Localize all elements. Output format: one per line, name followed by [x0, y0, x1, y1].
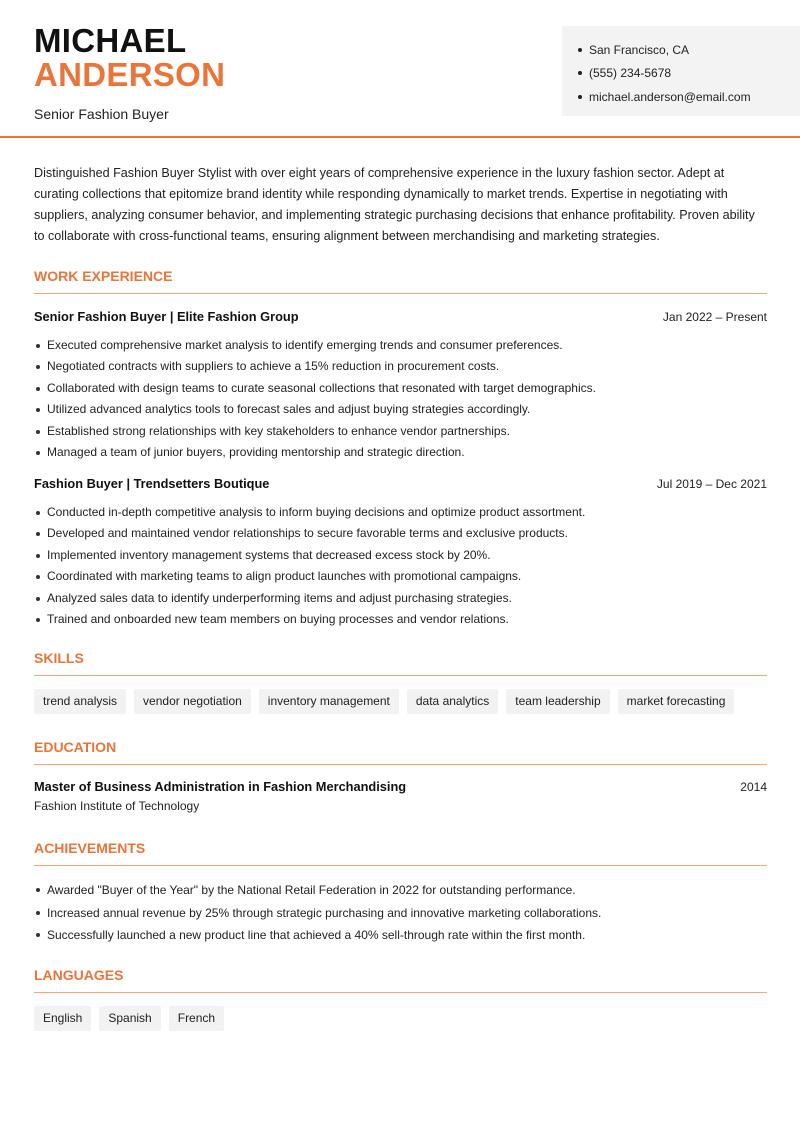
summary: Distinguished Fashion Buyer Stylist with over eight years of comprehensive experience in the luxury fashion sector. Adept at curating collections that epitomize brand identity while responding dynamically to market trends. Expertise in negotiating with suppliers, analyzing consumer behavior, and implementing strategic purchasing decisions that enhance profitability. Proven ability to collaborate with cross-functional teams, ensuring alignment between merchandising and marketing strategies.: [34, 166, 755, 243]
language-tag: French: [169, 1006, 224, 1031]
job-entry: [34, 476, 767, 630]
bullet-icon: [578, 48, 582, 52]
skill-tag: inventory management: [259, 689, 399, 714]
education-degree: Master of Business Administration in Fashion Merchandising: [34, 779, 407, 794]
skill-tag: market forecasting: [618, 689, 735, 714]
education-header: [34, 779, 767, 794]
skill-tag: vendor negotiation: [134, 689, 251, 714]
first-name: MICHAEL: [34, 22, 187, 59]
contact-phone: [578, 62, 800, 86]
email-text: michael.anderson@email.com: [589, 89, 751, 104]
skills-tags: [34, 689, 734, 714]
list-item: Awarded "Buyer of the Year" by the National Retail Federation in 2022 for outstanding performance.: [34, 879, 767, 902]
job-header: [34, 309, 767, 327]
job-role: Senior Fashion Buyer | Elite Fashion Group: [34, 309, 299, 324]
language-tag: Spanish: [99, 1006, 160, 1031]
list-item: Conducted in-depth competitive analysis to inform buying decisions and optimize product assortment.: [34, 502, 767, 523]
job-dates: Jan 2022 – Present: [662, 310, 767, 324]
last-name: ANDERSON: [34, 56, 226, 93]
list-item: Coordinated with marketing teams to align product launches with promotional campaigns.: [34, 566, 767, 587]
language-tags: [34, 1006, 224, 1031]
section-title-skills: SKILLS: [34, 650, 767, 676]
list-item: Increased annual revenue by 25% through strategic purchasing and innovative marketing collaborations.: [34, 902, 767, 925]
education-entry: [34, 779, 767, 813]
contact-box: [562, 26, 800, 116]
list-item: Managed a team of junior buyers, providing mentorship and strategic direction.: [34, 442, 767, 463]
section-title-experience: WORK EXPERIENCE: [34, 268, 767, 294]
list-item: Utilized advanced analytics tools to forecast sales and adjust buying strategies accordingly.: [34, 399, 767, 420]
list-item: Implemented inventory management systems that decreased excess stock by 20%.: [34, 545, 767, 566]
list-item: Trained and onboarded new team members on buying processes and vendor relations.: [34, 609, 767, 630]
job-title: Senior Fashion Buyer: [34, 106, 169, 122]
education-school: Fashion Institute of Technology: [34, 799, 200, 813]
job-header: [34, 476, 767, 494]
list-item: Analyzed sales data to identify underperforming items and adjust purchasing strategies.: [34, 588, 767, 609]
list-item: Developed and maintained vendor relationships to secure favorable terms and exclusive products.: [34, 523, 767, 544]
list-item: Collaborated with design teams to curate seasonal collections that resonated with target demographics.: [34, 378, 767, 399]
language-tag: English: [34, 1006, 91, 1031]
section-title-education: EDUCATION: [34, 739, 767, 765]
education-year: 2014: [740, 780, 767, 794]
job-dates: Jul 2019 – Dec 2021: [656, 477, 767, 491]
job-bullets: [34, 335, 767, 463]
contact-email: [578, 85, 800, 109]
job-bullets: [34, 502, 767, 630]
job-role: Fashion Buyer | Trendsetters Boutique: [34, 476, 270, 491]
location-text: San Francisco, CA: [589, 42, 690, 57]
list-item: Established strong relationships with key stakeholders to enhance vendor partnerships.: [34, 421, 767, 442]
list-item: Successfully launched a new product line that achieved a 40% sell-through rate within the first month.: [34, 924, 767, 947]
section-title-languages: LANGUAGES: [34, 967, 767, 993]
skill-tag: team leadership: [506, 689, 609, 714]
name-block: [34, 24, 225, 122]
contact-location: [578, 38, 800, 62]
list-item: Executed comprehensive market analysis to identify emerging trends and consumer preferences.: [34, 335, 767, 356]
achievements: [34, 879, 767, 947]
job-entry: [34, 309, 767, 463]
bullet-icon: [578, 71, 582, 75]
skill-tag: data analytics: [407, 689, 498, 714]
skill-tag: trend analysis: [34, 689, 126, 714]
bullet-icon: [578, 95, 582, 99]
phone-text: (555) 234-5678: [589, 66, 672, 81]
achievement-bullets: [34, 879, 767, 947]
resume-header: [0, 0, 800, 138]
section-title-achievements: ACHIEVEMENTS: [34, 840, 767, 866]
list-item: Negotiated contracts with suppliers to achieve a 15% reduction in procurement costs.: [34, 356, 767, 377]
